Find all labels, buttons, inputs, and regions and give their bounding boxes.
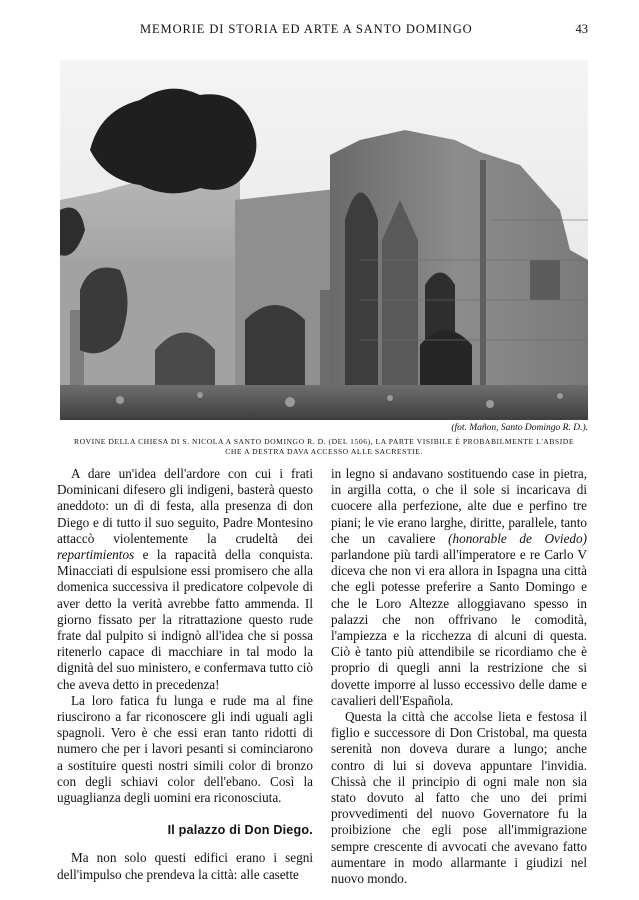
section-heading: Il palazzo di Don Diego. — [167, 823, 313, 838]
caption-line-2: CHE A DESTRA DAVA ACCESSO ALLE SACRESTIE. — [225, 447, 423, 456]
left-column — [57, 466, 313, 883]
italic-term: repartimientos — [57, 547, 135, 563]
figure-caption — [60, 437, 588, 457]
church-ruins-photo — [60, 60, 588, 420]
running-title: MEMORIE DI STORIA ED ARTE A SANTO DOMINGO — [140, 22, 473, 36]
paragraph: in legno si andavano sostituendo case in pietra, in argilla cotta, o che il sole si incaricava di cuocere alla perfezione, alte due e perfino tre piani; le vie erano larghe, diritte, parallele, tanto che un cavaliere (honorable de Oviedo) parlandone più tardi all'imperatore e re Carlo V diceva che non vi era allora in Ispagna una città che egli potesse preferire a Santo Domingo e che le Loro Altezze alloggiavano spesso in palazzi che non offrivano le comodità, l'ampiezza e la ricchezza di alcuni di questa. Ciò è tanto più attendibile se ricordiamo che è proprio di quegli anni la restrizione che si dovette imporre al lusso eccessivo delle dame e cavalieri dell'Española. — [331, 466, 588, 708]
paragraph: Ma non solo questi edifici erano i segni dell'impulso che prendeva la città: alle casette — [57, 850, 313, 882]
caption-line-1: ROVINE DELLA CHIESA DI S. NICOLA A SANTO DOMINGO R. D. (DEL 1506), LA PARTE VISIBILE È PROBABILMENTE L'ABSIDE — [73, 437, 575, 446]
running-head — [60, 20, 588, 40]
photo-credit: (fot. Mañon, Santo Domingo R. D.). — [451, 423, 588, 433]
page-number: 43 — [575, 22, 588, 36]
paragraph: La loro fatica fu lunga e rude ma al fine riuscirono a far riconoscere gli indi uguali agli spagnoli. Vero è che essi eran tanto ridotti di numero che per i lavori pesanti si cominciarono a sostituire questi nostri simili color di bronzo con degli schiavi color dell'ebano. Così la uguaglianza degli uomini era riconosciuta. — [57, 692, 313, 806]
paragraph: Questa la città che accolse lieta e festosa il figlio e successore di Don Cristobal, ma questa serenità non doveva durare a lungo; anche contro di lui si doveva appuntare l'invidia. Chissà che il principio di ogni male non sia stato dovuto al fatto che uno dei primi provvedimenti del nuovo Governatore fu la proibizione che egli pose all'immigrazione sempre crescente di avvocati che avevano fatto aumentare in modo allarmante i giudizi nel nuovo mondo. — [331, 709, 587, 887]
paragraph: A dare un'idea dell'ardore con cui i frati Dominicani difesero gli indigeni, basterà questo aneddoto: un dì di festa, alla presenza di don Diego e di tutto il suo seguito, Padre Montesino attaccò violentemente la crudeltà dei repartimientos e la rapacità della conquista. Minacciati di espulsione essi promisero che alla domenica successiva il predicatore colpevole di aver detto la verità avrebbe fatto ammenda. Il giorno fissato per la ritrattazione questo rude frate dal pulpito si indignò all'idea che si possa ritenerlo capace di macchiare in tal modo la dignità del suo ministero, e confermava tutto ciò che aveva detto in precedenza! — [57, 466, 313, 692]
italic-term: (honorable de Oviedo) — [448, 530, 588, 546]
right-column — [331, 466, 587, 887]
